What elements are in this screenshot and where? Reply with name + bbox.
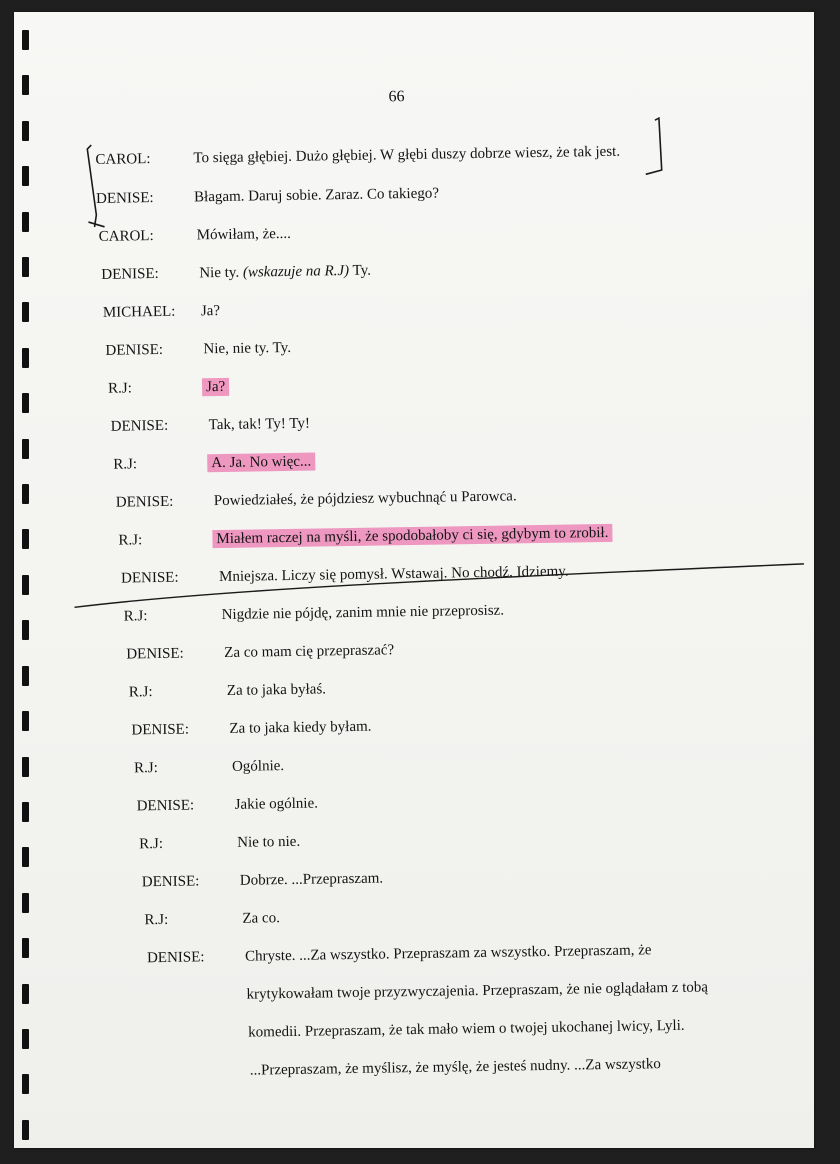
speaker-name: DENISE: bbox=[105, 341, 164, 359]
dialogue-line: Za to jaka kiedy byłam. bbox=[229, 718, 372, 737]
dialogue-line: Nigdzie nie pójdę, zanim mnie nie przeprosisz. bbox=[221, 602, 505, 624]
speaker-name: DENISE: bbox=[136, 797, 195, 815]
speaker-name: R.J: bbox=[139, 835, 164, 853]
speaker-name: CAROL: bbox=[98, 228, 154, 245]
right-bracket-mark bbox=[645, 118, 662, 174]
dialogue-line: To sięga głębiej. Dużo głębiej. W głębi duszy dobrze wiesz, że tak jest. bbox=[193, 143, 621, 167]
speaker-name: DENISE: bbox=[131, 721, 190, 739]
speaker-name: R.J: bbox=[133, 760, 158, 777]
dialogue-line: Tak, tak! Ty! Ty! bbox=[208, 415, 311, 434]
highlighted-text: Ja? bbox=[202, 378, 229, 396]
speaker-name: DENISE: bbox=[95, 190, 154, 207]
dialogue-line: Mniejsza. Liczy się pomysł. Wstawaj. No chodź. Idziemy. bbox=[218, 563, 569, 586]
dialogue-line: Dobrze. ...Przepraszam. bbox=[239, 870, 384, 889]
dialogue-line: komedii. Przepraszam, że tak mało wiem o twojej ukochanej lwicy, Lyli. bbox=[248, 1017, 685, 1041]
page-content bbox=[5, 6, 823, 1154]
speaker-name: DENISE: bbox=[120, 569, 179, 587]
dialogue-line: Jakie ogólnie. bbox=[234, 795, 319, 813]
speaker-name: DENISE: bbox=[146, 949, 205, 967]
page-number: 66 bbox=[388, 88, 405, 106]
dialogue-line: Nie to nie. bbox=[237, 833, 301, 851]
dialogue-line: Chryste. ...Za wszystko. Przepraszam za wszystko. Przepraszam, że bbox=[244, 942, 652, 965]
speaker-name: MICHAEL: bbox=[102, 303, 176, 321]
stage-direction: (wskazuje na R.J) bbox=[242, 262, 350, 281]
dialogue-line: Za co. bbox=[242, 910, 281, 927]
speaker-name: DENISE: bbox=[126, 645, 184, 663]
handwritten-marks bbox=[5, 6, 823, 1154]
speaker-name: R.J: bbox=[144, 911, 169, 929]
dialogue-line: Za to jaka byłaś. bbox=[226, 681, 327, 699]
speaker-name: R.J: bbox=[128, 684, 153, 701]
highlighted-text: A. Ja. No więc... bbox=[207, 453, 315, 473]
speaker-name: R.J: bbox=[107, 380, 132, 397]
speaker-name: CAROL: bbox=[95, 151, 151, 168]
dialogue-text: Nie ty. bbox=[199, 264, 244, 282]
dialogue-line: Nie, nie ty. Ty. bbox=[203, 339, 292, 358]
speaker-name: R.J: bbox=[123, 608, 148, 625]
dialogue-line: ...Przepraszam, że myślisz, że myślę, że jesteś nudny. ...Za wszystko bbox=[249, 1056, 661, 1079]
speaker-name: R.J: bbox=[118, 532, 143, 549]
dialogue-line: Za co mam cię przepraszać? bbox=[224, 642, 395, 661]
script-page bbox=[14, 12, 814, 1148]
dialogue-line: Powiedziałeś, że pójdziesz wybuchnąć u Parowca. bbox=[213, 488, 517, 510]
dialogue-line: Ogólnie. bbox=[231, 758, 285, 775]
speaker-name: DENISE: bbox=[110, 417, 169, 435]
speaker-name: DENISE: bbox=[141, 873, 200, 891]
speaker-name: R.J: bbox=[113, 456, 138, 473]
left-bracket-mark bbox=[87, 145, 104, 227]
dialogue-line: Błagam. Daruj sobie. Zaraz. Co takiego? bbox=[193, 185, 440, 206]
speaker-name: DENISE: bbox=[101, 265, 159, 283]
speaker-name: DENISE: bbox=[115, 493, 174, 511]
highlighted-text: Miałem raczej na myśli, że spodobałoby ci się, gdybym to zrobił. bbox=[212, 524, 612, 548]
dialogue-line: krytykowałam twoje przyzwyczajenia. Przepraszam, że nie oglądałam z tobą bbox=[246, 979, 709, 1003]
dialogue-line: Ja? bbox=[200, 303, 221, 320]
dialogue-text: Ty. bbox=[348, 262, 372, 279]
dialogue-line: Mówiłam, że.... bbox=[196, 225, 291, 244]
section-divider-line bbox=[74, 564, 804, 607]
